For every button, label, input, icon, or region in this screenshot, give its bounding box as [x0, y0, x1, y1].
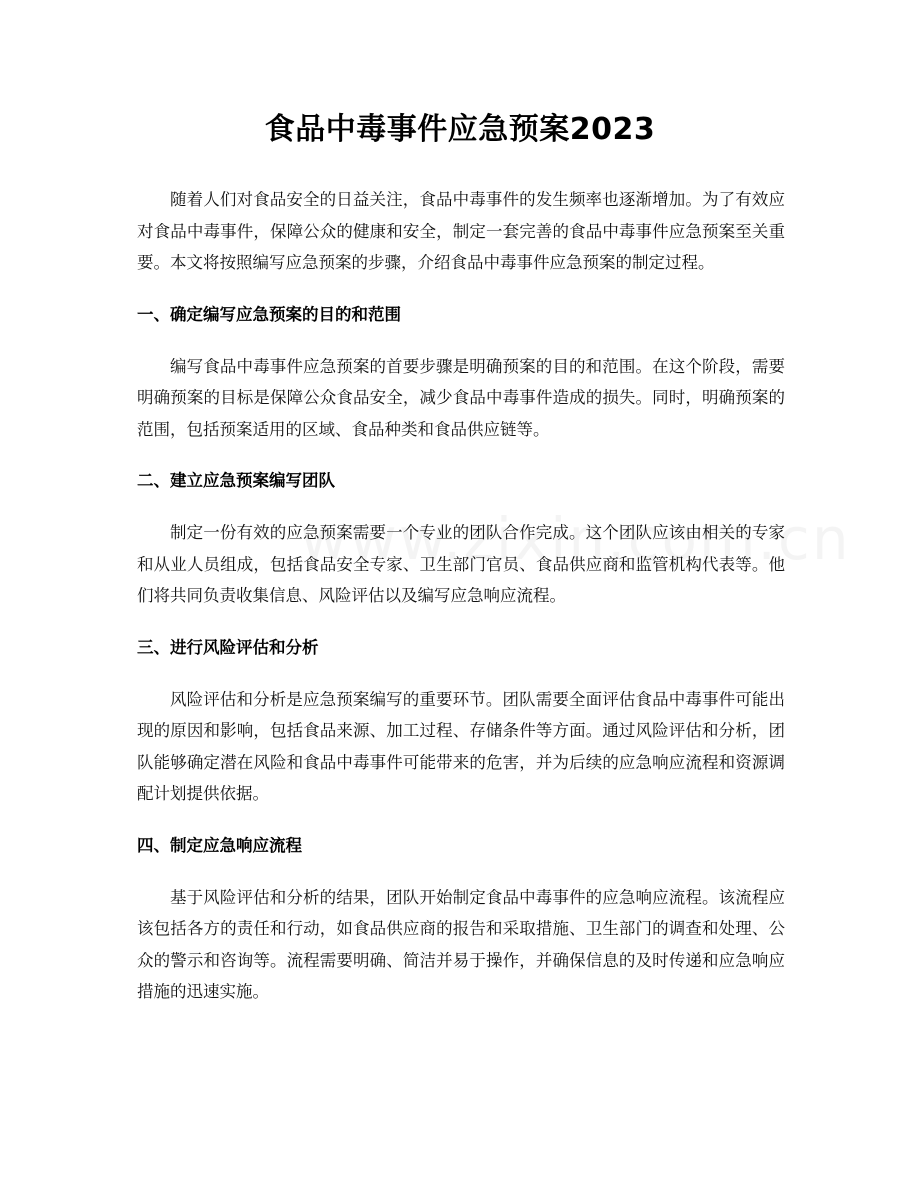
- intro-paragraph: 随着人们对食品安全的日益关注，食品中毒事件的发生频率也逐渐增加。为了有效应对食品中毒事件，保障公众的健康和安全，制定一套完善的食品中毒事件应急预案至关重要。本文将按照编写应急预案的步骤，介绍食品中毒事件应急预案的制定过程。: [137, 190, 785, 272]
- section-heading-2: 二、建立应急预案编写团队: [137, 471, 335, 490]
- section-heading-3: 三、进行风险评估和分析: [137, 637, 319, 657]
- section-body-4: 基于风险评估和分析的结果，团队开始制定食品中毒事件的应急响应流程。该流程应该包括各方的责任和行动，如食品供应商的报告和采取措施、卫生部门的调查和处理、公众的警示和咨询等。流程需要明确、简洁并易于操作，并确保信息的及时传递和应急响应措施的迅速实施。: [137, 887, 785, 1001]
- section-heading-4: 四、制定应急响应流程: [137, 835, 302, 855]
- document-body: [137, 184, 785, 1028]
- section-body-3: 风险评估和分析是应急预案编写的重要环节。团队需要全面评估食品中毒事件可能出现的原因和影响，包括食品来源、加工过程、存储条件等方面。通过风险评估和分析，团队能够确定潜在风险和食品中毒事件可能带来的危害，并为后续的应急响应流程和资源调配计划提供依据。: [137, 689, 785, 803]
- section-body-2: 制定一份有效的应急预案需要一个专业的团队合作完成。这个团队应该由相关的专家和从业人员组成，包括食品安全专家、卫生部门官员、食品供应商和监管机构代表等。他们将共同负责收集信息、风险评估以及编写应急响应流程。: [137, 523, 785, 605]
- document-title: 食品中毒事件应急预案2023: [264, 112, 656, 147]
- section-body-1: 编写食品中毒事件应急预案的首要步骤是明确预案的目的和范围。在这个阶段，需要明确预案的目标是保障公众食品安全，减少食品中毒事件造成的损失。同时，明确预案的范围，包括预案适用的区域、食品种类和食品供应链等。: [137, 356, 785, 439]
- section-heading-1: 一、确定编写应急预案的目的和范围: [137, 304, 401, 324]
